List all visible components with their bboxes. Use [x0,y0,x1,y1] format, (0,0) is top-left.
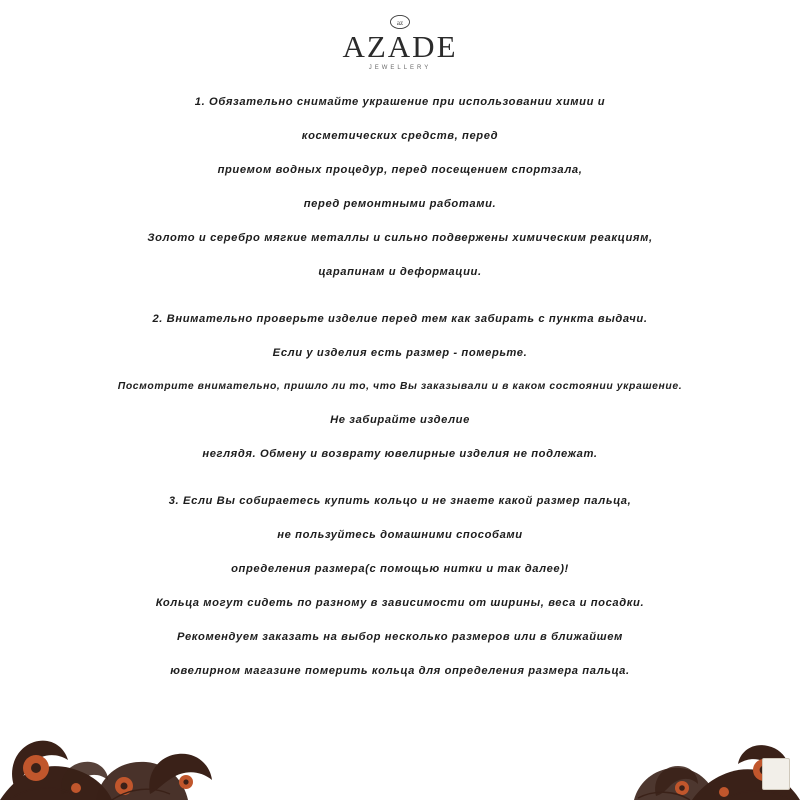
brand-logo [0,14,800,71]
section-3 [0,495,800,678]
instruction-line: 1. Обязательно снимайте украшение при использовании химии и [194,96,606,108]
brand-name: AZADE [342,29,458,64]
care-instructions [0,96,800,678]
instruction-line: 3. Если Вы собираетесь купить кольцо и не знаете какой размер пальца, [168,494,632,507]
instruction-line: перед ремонтными работами. [303,197,497,210]
instruction-line: косметических средств, перед [301,129,499,142]
instruction-line: не пользуйтесь домашними способами [277,528,523,541]
section-2 [0,313,800,461]
instruction-line: 2. Внимательно проверьте изделие перед тем как забирать с пункта выдачи. [152,312,648,325]
corner-badge-icon [762,758,790,790]
brand-tagline: JEWELLERY [368,64,432,71]
az-monogram-icon [387,14,413,30]
svg-text:az: az [396,19,404,27]
instruction-line: ювелирном магазине померить кольца для определения размера пальца. [170,664,630,677]
instruction-line: Если у изделия есть размер - померьте. [272,346,528,359]
section-divider [0,279,800,313]
section-divider [0,461,800,495]
floral-ornament-icon [0,690,220,800]
instruction-line: Кольца могут сидеть по разному в зависимости от ширины, веса и посадки. [155,596,645,609]
instruction-line: определения размера(с помощью нитки и так далее)! [231,562,569,575]
section-1 [0,96,800,279]
instruction-line: приемом водных процедур, перед посещением спортзала, [217,163,583,176]
instruction-line: неглядя. Обмену и возврату ювелирные изделия не подлежат. [202,447,598,460]
instruction-line: царапинам и деформации. [318,265,482,278]
instruction-line: Посмотрите внимательно, пришло ли то, что Вы заказывали и в каком состоянии украшение. [117,380,683,392]
instruction-line: Золото и серебро мягкие металлы и сильно подвержены химическим реакциям, [147,231,653,244]
instruction-line: Рекомендуем заказать на выбор несколько размеров или в ближайшем [177,630,623,643]
instruction-line: Не забирайте изделие [330,413,470,426]
